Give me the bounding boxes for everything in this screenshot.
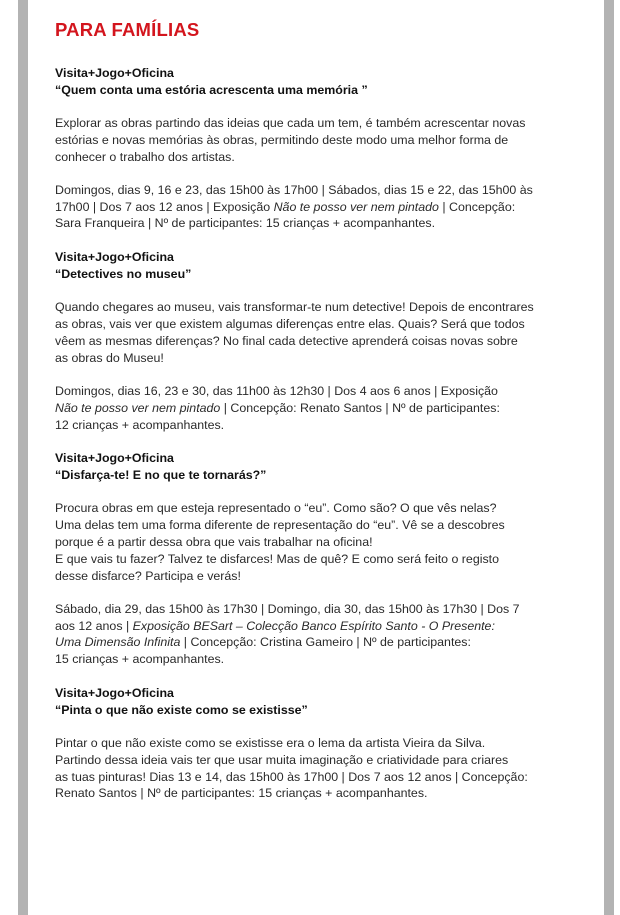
details-line: | Concepção: Renato Santos | Nº de participantes: xyxy=(220,400,500,415)
description-line: E que vais tu fazer? Talvez te disfarces! Mas de quê? E como será feito o registo xyxy=(55,551,499,566)
activity-description xyxy=(55,299,600,366)
description-line: estórias e novas memórias às obras, permitindo deste modo uma melhor forma de xyxy=(55,132,509,147)
description-line: Partindo dessa ideia vais ter que usar muita imaginação e criatividade para criares xyxy=(55,752,509,767)
description-line: Uma delas tem uma forma diferente de representação do “eu”. Vê se a descobres xyxy=(55,518,505,533)
activity-section-3 xyxy=(55,450,600,668)
activity-title: “Pinta o que não existe como se existisse” xyxy=(55,702,308,717)
description-line: Pintar o que não existe como se existisse era o lema da artista Vieira da Silva. xyxy=(55,736,486,751)
activity-details xyxy=(55,182,600,232)
activity-details xyxy=(55,601,600,668)
activity-kicker: Visita+Jogo+Oficina xyxy=(55,686,174,701)
exhibition-name: Exposição BESart – Colecção Banco Espírito Santo - O Presente: xyxy=(132,618,495,633)
description-line: vêem as mesmas diferenças? No final cada detective aprenderá coisas novas sobre xyxy=(55,333,518,348)
description-line: porque é a partir dessa obra que vais trabalhar na oficina! xyxy=(55,534,373,549)
activity-kicker: Visita+Jogo+Oficina xyxy=(55,66,174,80)
activity-section-2 xyxy=(55,249,600,433)
details-line: Domingos, dias 16, 23 e 30, das 11h00 às 12h30 | Dos 4 aos 6 anos | Exposição xyxy=(55,383,498,398)
activity-description xyxy=(55,500,600,584)
activity-description xyxy=(55,115,600,165)
right-border-bar xyxy=(604,0,614,915)
details-line: Sábado, dia 29, das 15h00 às 17h30 | Domingo, dia 30, das 15h00 às 17h30 | Dos 7 xyxy=(55,601,520,616)
activity-kicker: Visita+Jogo+Oficina xyxy=(55,451,174,466)
activity-kicker: Visita+Jogo+Oficina xyxy=(55,250,174,265)
activity-title: “Detectives no museu” xyxy=(55,266,192,281)
details-line: 12 crianças + acompanhantes. xyxy=(55,417,225,432)
details-line: aos 12 anos | xyxy=(55,618,133,633)
activity-description xyxy=(55,735,600,802)
details-line: 17h00 | Dos 7 aos 12 anos | Exposição xyxy=(55,199,274,214)
description-line: as tuas pinturas! Dias 13 e 14, das 15h00 às 17h00 | Dos 7 aos 12 anos | Concepção: xyxy=(55,769,528,784)
page-title: PARA FAMÍLIAS xyxy=(55,19,200,40)
left-border-bar xyxy=(18,0,28,915)
description-line: Procura obras em que esteja representado o “eu”. Como são? O que vês nelas? xyxy=(55,501,497,516)
description-line: Explorar as obras partindo das ideias que cada um tem, é também acrescentar novas xyxy=(55,116,526,130)
details-line: | Concepção: Cristina Gameiro | Nº de participantes: xyxy=(180,635,471,650)
description-line: conhecer o trabalho dos artistas. xyxy=(55,149,235,164)
exhibition-name: Uma Dimensão Infinita xyxy=(55,635,181,650)
details-line: Domingos, dias 9, 16 e 23, das 15h00 às 17h00 | Sábados, dias 15 e 22, das 15h00 às xyxy=(55,182,533,197)
activity-details xyxy=(55,383,600,433)
description-line: Quando chegares ao museu, vais transformar-te num detective! Depois de encontrares xyxy=(55,300,534,315)
description-line: Renato Santos | Nº de participantes: 15 crianças + acompanhantes. xyxy=(55,786,428,801)
page-content xyxy=(55,18,600,819)
activity-title: “Quem conta uma estória acrescenta uma memória ” xyxy=(55,82,368,97)
activity-section-4 xyxy=(55,685,600,802)
description-line: desse disfarce? Participa e verás! xyxy=(55,568,241,583)
details-line: | Concepção: xyxy=(438,199,516,214)
exhibition-name: Não te posso ver nem pintado xyxy=(55,400,221,415)
details-line: Sara Franqueira | Nº de participantes: 15 crianças + acompanhantes. xyxy=(55,216,436,231)
description-line: as obras do Museu! xyxy=(55,350,164,365)
activity-section-1 xyxy=(55,65,600,232)
exhibition-name: Não te posso ver nem pintado xyxy=(273,199,439,214)
activity-title: “Disfarça-te! E no que te tornarás?” xyxy=(55,467,267,482)
description-line: as obras, vais ver que existem algumas diferenças entre elas. Quais? Será que todos xyxy=(55,317,525,332)
details-line: 15 crianças + acompanhantes. xyxy=(55,652,225,667)
